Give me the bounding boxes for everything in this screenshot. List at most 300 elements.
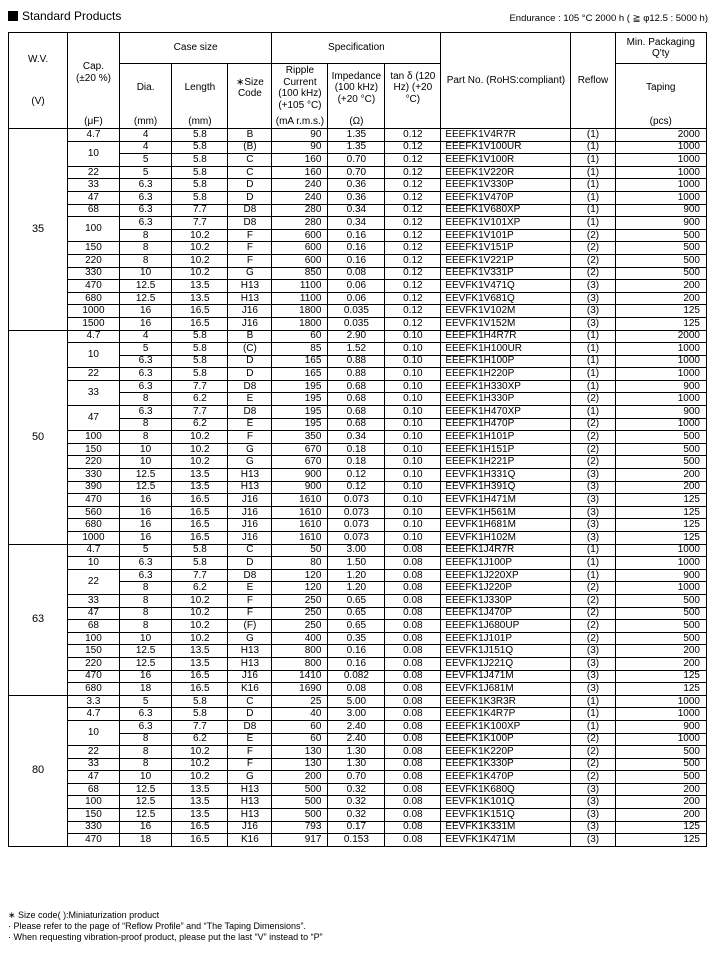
reflow-cell: (3) xyxy=(571,305,615,318)
reflow-cell: (2) xyxy=(571,443,615,456)
dia-cell: 4 xyxy=(119,330,172,343)
length-cell: 10.2 xyxy=(172,746,228,759)
reflow-cell: (1) xyxy=(571,557,615,570)
part-no-cell: EEEFK1J220XP xyxy=(441,569,571,582)
reflow-cell: (1) xyxy=(571,141,615,154)
header-taping: Taping xyxy=(615,64,706,113)
part-no-cell: EEVFK1K101Q xyxy=(441,796,571,809)
reflow-cell: (2) xyxy=(571,393,615,406)
header-impedance: Impedance (100 kHz) (+20 °C) xyxy=(328,64,385,113)
impedance-cell: 0.36 xyxy=(328,179,385,192)
table-row xyxy=(9,443,707,456)
ripple-cell: 200 xyxy=(272,771,328,784)
ripple-cell: 1610 xyxy=(272,506,328,519)
ripple-cell: 250 xyxy=(272,620,328,633)
length-cell: 6.2 xyxy=(172,418,228,431)
impedance-cell: 0.65 xyxy=(328,607,385,620)
ripple-cell: 800 xyxy=(272,657,328,670)
dia-cell: 12.5 xyxy=(119,481,172,494)
tan-cell: 0.08 xyxy=(385,582,441,595)
tan-cell: 0.10 xyxy=(385,443,441,456)
taping-cell: 1000 xyxy=(615,418,706,431)
wv-cell: 63 xyxy=(9,544,68,695)
ripple-cell: 250 xyxy=(272,607,328,620)
taping-cell: 1000 xyxy=(615,733,706,746)
part-no-cell: EEEFK1V221P xyxy=(441,254,571,267)
length-cell: 10.2 xyxy=(172,632,228,645)
table-row xyxy=(9,607,707,620)
dia-cell: 16 xyxy=(119,532,172,545)
header-cap-tol: (±20 %) xyxy=(75,72,111,84)
header-cap-label: Cap. xyxy=(82,61,104,72)
tan-cell: 0.08 xyxy=(385,594,441,607)
taping-cell: 1000 xyxy=(615,141,706,154)
part-no-cell: EEEFK1J680UP xyxy=(441,620,571,633)
taping-cell: 900 xyxy=(615,204,706,217)
ripple-cell: 40 xyxy=(272,708,328,721)
part-no-cell: EEEFK1H221P xyxy=(441,456,571,469)
cap-cell: 47 xyxy=(68,191,120,204)
size-code-cell: F xyxy=(228,229,272,242)
dia-cell: 8 xyxy=(119,229,172,242)
reflow-cell: (2) xyxy=(571,594,615,607)
table-row xyxy=(9,166,707,179)
cap-cell: 150 xyxy=(68,242,120,255)
tan-cell: 0.12 xyxy=(385,141,441,154)
part-no-cell: EEVFK1J151Q xyxy=(441,645,571,658)
ripple-cell: 50 xyxy=(272,544,328,557)
tan-cell: 0.10 xyxy=(385,519,441,532)
cap-cell: 22 xyxy=(68,569,120,594)
part-no-cell: EEVFK1J221Q xyxy=(441,657,571,670)
tan-cell: 0.12 xyxy=(385,191,441,204)
ripple-cell: 793 xyxy=(272,821,328,834)
size-code-cell: F xyxy=(228,758,272,771)
cap-cell: 33 xyxy=(68,594,120,607)
header-impedance-unit: (Ω) xyxy=(328,112,385,129)
length-cell: 13.5 xyxy=(172,809,228,822)
table-row xyxy=(9,557,707,570)
part-no-cell: EEEFK1K3R3R xyxy=(441,695,571,708)
size-code-cell: J16 xyxy=(228,670,272,683)
ripple-cell: 600 xyxy=(272,229,328,242)
ripple-cell: 1410 xyxy=(272,670,328,683)
length-cell: 16.5 xyxy=(172,305,228,318)
ripple-cell: 160 xyxy=(272,166,328,179)
ripple-cell: 670 xyxy=(272,443,328,456)
reflow-cell: (2) xyxy=(571,758,615,771)
reflow-cell: (2) xyxy=(571,733,615,746)
taping-cell: 1000 xyxy=(615,695,706,708)
size-code-cell: D8 xyxy=(228,204,272,217)
ripple-cell: 80 xyxy=(272,557,328,570)
length-cell: 13.5 xyxy=(172,469,228,482)
dia-cell: 6.3 xyxy=(119,179,172,192)
tan-cell: 0.12 xyxy=(385,229,441,242)
impedance-cell: 0.16 xyxy=(328,242,385,255)
taping-cell: 1000 xyxy=(615,355,706,368)
cap-cell: 1000 xyxy=(68,532,120,545)
taping-cell: 500 xyxy=(615,632,706,645)
taping-cell: 200 xyxy=(615,645,706,658)
table-row xyxy=(9,657,707,670)
dia-cell: 12.5 xyxy=(119,809,172,822)
size-code-cell: G xyxy=(228,456,272,469)
taping-cell: 900 xyxy=(615,569,706,582)
tan-cell: 0.12 xyxy=(385,305,441,318)
ripple-cell: 90 xyxy=(272,129,328,142)
length-cell: 5.8 xyxy=(172,368,228,381)
dia-cell: 16 xyxy=(119,506,172,519)
length-cell: 10.2 xyxy=(172,594,228,607)
cap-cell: 68 xyxy=(68,204,120,217)
ripple-cell: 195 xyxy=(272,393,328,406)
tan-cell: 0.08 xyxy=(385,834,441,847)
ripple-cell: 25 xyxy=(272,695,328,708)
reflow-cell: (1) xyxy=(571,204,615,217)
impedance-cell: 0.06 xyxy=(328,280,385,293)
reflow-cell: (3) xyxy=(571,292,615,305)
tan-cell: 0.12 xyxy=(385,166,441,179)
impedance-cell: 0.073 xyxy=(328,532,385,545)
ripple-cell: 1100 xyxy=(272,280,328,293)
taping-cell: 1000 xyxy=(615,708,706,721)
cap-cell: 22 xyxy=(68,368,120,381)
part-no-cell: EEEFK1H101P xyxy=(441,431,571,444)
length-cell: 13.5 xyxy=(172,280,228,293)
footnote: ∗ Size code( ):Miniaturization product xyxy=(8,910,160,920)
taping-cell: 1000 xyxy=(615,393,706,406)
impedance-cell: 2.40 xyxy=(328,720,385,733)
impedance-cell: 0.32 xyxy=(328,783,385,796)
part-no-cell: EEEFK1H220P xyxy=(441,368,571,381)
taping-cell: 500 xyxy=(615,229,706,242)
impedance-cell: 1.50 xyxy=(328,557,385,570)
size-code-cell: E xyxy=(228,582,272,595)
tan-cell: 0.10 xyxy=(385,481,441,494)
tan-cell: 0.12 xyxy=(385,292,441,305)
impedance-cell: 0.16 xyxy=(328,657,385,670)
table-row xyxy=(9,254,707,267)
part-no-cell: EEEFK1H330XP xyxy=(441,380,571,393)
dia-cell: 6.3 xyxy=(119,557,172,570)
table-row xyxy=(9,771,707,784)
reflow-cell: (2) xyxy=(571,620,615,633)
impedance-cell: 1.35 xyxy=(328,129,385,142)
length-cell: 16.5 xyxy=(172,317,228,330)
ripple-cell: 900 xyxy=(272,481,328,494)
title-text: Standard Products xyxy=(22,9,122,23)
cap-cell: 100 xyxy=(68,796,120,809)
size-code-cell: B xyxy=(228,330,272,343)
table-body xyxy=(9,129,707,847)
product-table xyxy=(8,32,707,847)
table-row xyxy=(9,343,707,356)
dia-cell: 10 xyxy=(119,443,172,456)
tan-cell: 0.08 xyxy=(385,544,441,557)
ripple-cell: 195 xyxy=(272,380,328,393)
tan-cell: 0.08 xyxy=(385,771,441,784)
table-row xyxy=(9,821,707,834)
length-cell: 10.2 xyxy=(172,758,228,771)
part-no-cell: EEVFK1K331M xyxy=(441,821,571,834)
impedance-cell: 2.40 xyxy=(328,733,385,746)
footnote: · Please refer to the page of “Reflow Profile” and “The Taping Dimensions”. xyxy=(8,921,306,931)
size-code-cell: E xyxy=(228,393,272,406)
cap-cell: 330 xyxy=(68,821,120,834)
impedance-cell: 0.073 xyxy=(328,494,385,507)
cap-cell: 10 xyxy=(68,720,120,745)
length-cell: 16.5 xyxy=(172,683,228,696)
tan-cell: 0.12 xyxy=(385,254,441,267)
length-cell: 16.5 xyxy=(172,494,228,507)
tan-cell: 0.08 xyxy=(385,821,441,834)
taping-cell: 1000 xyxy=(615,582,706,595)
taping-cell: 200 xyxy=(615,469,706,482)
table-row xyxy=(9,594,707,607)
reflow-cell: (1) xyxy=(571,695,615,708)
impedance-cell: 0.32 xyxy=(328,809,385,822)
reflow-cell: (1) xyxy=(571,406,615,419)
header-tan: tan δ (120 Hz) (+20 °C) xyxy=(385,64,441,113)
part-no-cell: EEEFK1K470P xyxy=(441,771,571,784)
reflow-cell: (3) xyxy=(571,645,615,658)
reflow-cell: (1) xyxy=(571,355,615,368)
table-row xyxy=(9,695,707,708)
impedance-cell: 3.00 xyxy=(328,708,385,721)
cap-cell: 33 xyxy=(68,380,120,405)
length-cell: 5.8 xyxy=(172,708,228,721)
table-row xyxy=(9,204,707,217)
taping-cell: 125 xyxy=(615,683,706,696)
tan-cell: 0.08 xyxy=(385,796,441,809)
impedance-cell: 0.68 xyxy=(328,418,385,431)
dia-cell: 12.5 xyxy=(119,783,172,796)
impedance-cell: 0.035 xyxy=(328,317,385,330)
taping-cell: 900 xyxy=(615,720,706,733)
dia-cell: 6.3 xyxy=(119,708,172,721)
taping-cell: 200 xyxy=(615,796,706,809)
table-row xyxy=(9,506,707,519)
length-cell: 10.2 xyxy=(172,456,228,469)
size-code-cell: F xyxy=(228,594,272,607)
ripple-cell: 1610 xyxy=(272,532,328,545)
length-cell: 10.2 xyxy=(172,620,228,633)
size-code-cell: D8 xyxy=(228,569,272,582)
dia-cell: 8 xyxy=(119,431,172,444)
taping-cell: 125 xyxy=(615,834,706,847)
ripple-cell: 280 xyxy=(272,217,328,230)
part-no-cell: EEVFK1H681M xyxy=(441,519,571,532)
impedance-cell: 0.12 xyxy=(328,481,385,494)
size-code-cell: G xyxy=(228,632,272,645)
taping-cell: 200 xyxy=(615,783,706,796)
impedance-cell: 0.70 xyxy=(328,166,385,179)
dia-cell: 4 xyxy=(119,129,172,142)
cap-cell: 560 xyxy=(68,506,120,519)
size-code-cell: J16 xyxy=(228,532,272,545)
reflow-cell: (2) xyxy=(571,607,615,620)
taping-cell: 500 xyxy=(615,254,706,267)
header-reflow: Reflow xyxy=(571,33,615,129)
cap-cell: 470 xyxy=(68,670,120,683)
tan-cell: 0.10 xyxy=(385,469,441,482)
taping-cell: 1000 xyxy=(615,368,706,381)
tan-cell: 0.08 xyxy=(385,670,441,683)
cap-cell: 470 xyxy=(68,280,120,293)
taping-cell: 125 xyxy=(615,670,706,683)
cap-cell: 680 xyxy=(68,292,120,305)
impedance-cell: 0.16 xyxy=(328,645,385,658)
dia-cell: 16 xyxy=(119,670,172,683)
size-code-cell: H13 xyxy=(228,796,272,809)
dia-cell: 6.3 xyxy=(119,569,172,582)
taping-cell: 500 xyxy=(615,443,706,456)
part-no-cell: EEEFK1H470XP xyxy=(441,406,571,419)
length-cell: 6.2 xyxy=(172,393,228,406)
size-code-cell: F xyxy=(228,431,272,444)
length-cell: 7.7 xyxy=(172,720,228,733)
table-row xyxy=(9,305,707,318)
table-row xyxy=(9,406,707,419)
length-cell: 16.5 xyxy=(172,834,228,847)
cap-cell: 4.7 xyxy=(68,708,120,721)
cap-cell: 100 xyxy=(68,217,120,242)
length-cell: 5.8 xyxy=(172,154,228,167)
taping-cell: 125 xyxy=(615,317,706,330)
taping-cell: 900 xyxy=(615,217,706,230)
taping-cell: 1000 xyxy=(615,166,706,179)
ripple-cell: 60 xyxy=(272,330,328,343)
header-dia: Dia. xyxy=(119,64,172,113)
ripple-cell: 160 xyxy=(272,154,328,167)
length-cell: 5.8 xyxy=(172,179,228,192)
size-code-cell: H13 xyxy=(228,657,272,670)
size-code-cell: E xyxy=(228,733,272,746)
size-code-cell: H13 xyxy=(228,280,272,293)
cap-cell: 10 xyxy=(68,557,120,570)
size-code-cell: J16 xyxy=(228,821,272,834)
part-no-cell: EEEFK1V101XP xyxy=(441,217,571,230)
ripple-cell: 240 xyxy=(272,191,328,204)
dia-cell: 6.3 xyxy=(119,217,172,230)
impedance-cell: 2.90 xyxy=(328,330,385,343)
cap-cell: 220 xyxy=(68,456,120,469)
tan-cell: 0.08 xyxy=(385,746,441,759)
tan-cell: 0.12 xyxy=(385,242,441,255)
footnote: · When requesting vibration-proof product, please put the last “V” instead to “P” xyxy=(8,932,323,942)
size-code-cell: D xyxy=(228,191,272,204)
cap-cell: 4.7 xyxy=(68,544,120,557)
length-cell: 10.2 xyxy=(172,254,228,267)
dia-cell: 16 xyxy=(119,519,172,532)
table-row xyxy=(9,481,707,494)
dia-cell: 12.5 xyxy=(119,645,172,658)
cap-cell: 33 xyxy=(68,758,120,771)
taping-cell: 500 xyxy=(615,456,706,469)
cap-cell: 150 xyxy=(68,645,120,658)
header-dia-unit: (mm) xyxy=(119,112,172,129)
impedance-cell: 0.08 xyxy=(328,267,385,280)
ripple-cell: 800 xyxy=(272,645,328,658)
taping-cell: 200 xyxy=(615,657,706,670)
part-no-cell: EEEFK1H4R7R xyxy=(441,330,571,343)
size-code-cell: D xyxy=(228,179,272,192)
taping-cell: 125 xyxy=(615,821,706,834)
dia-cell: 4 xyxy=(119,141,172,154)
part-no-cell: EEVFK1H102M xyxy=(441,532,571,545)
length-cell: 5.8 xyxy=(172,343,228,356)
length-cell: 16.5 xyxy=(172,506,228,519)
header-length: Length xyxy=(172,64,228,113)
reflow-cell: (2) xyxy=(571,418,615,431)
reflow-cell: (3) xyxy=(571,481,615,494)
reflow-cell: (3) xyxy=(571,506,615,519)
size-code-cell: K16 xyxy=(228,834,272,847)
dia-cell: 12.5 xyxy=(119,292,172,305)
ripple-cell: 165 xyxy=(272,368,328,381)
size-code-cell: C xyxy=(228,166,272,179)
page-title xyxy=(8,9,121,23)
impedance-cell: 3.00 xyxy=(328,544,385,557)
table-row xyxy=(9,129,707,142)
taping-cell: 125 xyxy=(615,519,706,532)
part-no-cell: EEVFK1J471M xyxy=(441,670,571,683)
ripple-cell: 165 xyxy=(272,355,328,368)
reflow-cell: (3) xyxy=(571,280,615,293)
size-code-cell: E xyxy=(228,418,272,431)
size-code-cell: C xyxy=(228,154,272,167)
impedance-cell: 0.32 xyxy=(328,796,385,809)
taping-cell: 125 xyxy=(615,305,706,318)
header-length-unit: (mm) xyxy=(172,112,228,129)
impedance-cell: 0.18 xyxy=(328,456,385,469)
reflow-cell: (3) xyxy=(571,657,615,670)
table-row xyxy=(9,368,707,381)
header-size-code: ∗Size Code xyxy=(228,64,272,113)
reflow-cell: (2) xyxy=(571,431,615,444)
length-cell: 5.8 xyxy=(172,330,228,343)
reflow-cell: (3) xyxy=(571,834,615,847)
header-cap-unit: (μF) xyxy=(68,112,120,129)
dia-cell: 12.5 xyxy=(119,796,172,809)
taping-cell: 500 xyxy=(615,746,706,759)
length-cell: 16.5 xyxy=(172,532,228,545)
length-cell: 5.8 xyxy=(172,166,228,179)
tan-cell: 0.12 xyxy=(385,317,441,330)
length-cell: 7.7 xyxy=(172,380,228,393)
part-no-cell: EEEFK1H100P xyxy=(441,355,571,368)
table-row xyxy=(9,544,707,557)
tan-cell: 0.08 xyxy=(385,783,441,796)
dia-cell: 8 xyxy=(119,607,172,620)
dia-cell: 8 xyxy=(119,746,172,759)
impedance-cell: 0.34 xyxy=(328,431,385,444)
reflow-cell: (2) xyxy=(571,632,615,645)
impedance-cell: 0.153 xyxy=(328,834,385,847)
table-row xyxy=(9,683,707,696)
impedance-cell: 0.18 xyxy=(328,443,385,456)
ripple-cell: 350 xyxy=(272,431,328,444)
part-no-cell: EEEFK1H151P xyxy=(441,443,571,456)
cap-cell: 100 xyxy=(68,632,120,645)
ripple-cell: 130 xyxy=(272,746,328,759)
taping-cell: 200 xyxy=(615,809,706,822)
wv-cell: 35 xyxy=(9,129,68,331)
dia-cell: 12.5 xyxy=(119,657,172,670)
cap-cell: 68 xyxy=(68,783,120,796)
cap-cell: 1500 xyxy=(68,317,120,330)
